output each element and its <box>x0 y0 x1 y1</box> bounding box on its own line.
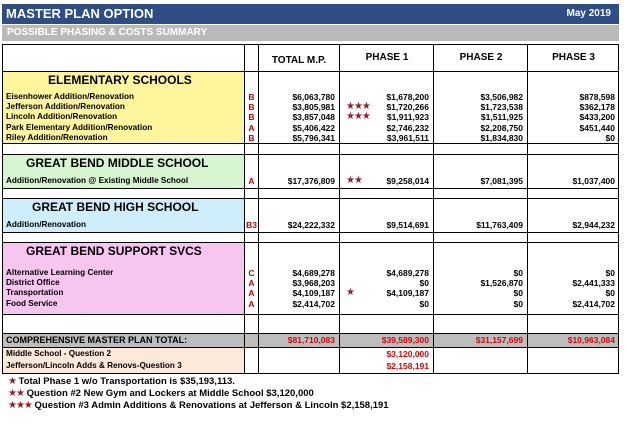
row-total: $4,689,278 <box>292 268 335 278</box>
row-phase2: $1,723,538 <box>480 102 523 112</box>
row-code: A <box>248 123 255 133</box>
row-total: $5,796,341 <box>292 133 335 143</box>
row-label: Jefferson Addition/Renovation <box>6 102 125 111</box>
col-phase3-header: PHASE 3 <box>552 52 595 63</box>
row-code: A <box>248 288 255 298</box>
footnotes <box>8 376 389 412</box>
row-phase2: $1,834,830 <box>480 133 523 143</box>
row-label: Food Service <box>6 299 58 308</box>
totals-phase1: $39,589,300 <box>381 335 429 345</box>
date-label: May 2019 <box>566 8 611 19</box>
title-bar <box>2 4 619 24</box>
row-phase1: $4,109,187 <box>386 288 429 298</box>
two-star-icon: ★★ <box>8 388 24 399</box>
question-3-label: Jefferson/Lincoln Adds & Renovs-Question 3 <box>6 361 182 370</box>
row-phase3: $2,944,232 <box>572 220 615 230</box>
row-code: B <box>248 133 255 143</box>
row-label: Addition/Renovation @ Existing Middle School <box>6 176 189 185</box>
row-phase3: $451,440 <box>579 123 615 133</box>
question-2-label: Middle School - Question 2 <box>6 349 112 358</box>
three-star-icon: ★★★ <box>8 400 32 411</box>
row-code: A <box>248 299 255 309</box>
row-code: B <box>248 102 255 112</box>
row-label: Addition/Renovation <box>6 220 87 229</box>
row-phase3: $2,441,333 <box>572 278 615 288</box>
star-icon: ★★★ <box>346 101 370 112</box>
row-phase1: $9,258,014 <box>386 176 429 186</box>
row-phase1: $0 <box>419 278 429 288</box>
row-phase3: $433,200 <box>579 112 615 122</box>
row-total: $3,857,048 <box>292 112 335 122</box>
row-phase2: $0 <box>513 268 523 278</box>
star-icon: ★★ <box>346 175 362 186</box>
col-phase2-header: PHASE 2 <box>459 52 503 63</box>
row-total: $3,968,203 <box>292 278 335 288</box>
totals-label: COMPREHENSIVE MASTER PLAN TOTAL: <box>6 335 188 345</box>
row-label: Park Elementary Addition/Renovation <box>6 123 153 132</box>
section-support: GREAT BEND SUPPORT SVCS <box>26 244 202 258</box>
row-phase1: $4,689,278 <box>386 268 429 278</box>
row-code: B <box>248 112 255 122</box>
star-icon: ★ <box>346 287 354 298</box>
row-phase3: $0 <box>605 268 615 278</box>
row-phase2: $2,208,750 <box>480 123 523 133</box>
row-total: $5,406,422 <box>292 123 335 133</box>
row-label: Eisenhower Addition/Renovation <box>6 92 134 101</box>
row-total: $4,109,187 <box>292 288 335 298</box>
row-phase1: $1,720,266 <box>386 102 429 112</box>
row-phase1: $1,911,923 <box>386 112 429 122</box>
question-2-phase1: $3,120,000 <box>386 349 429 359</box>
row-label: Alternative Learning Center <box>6 268 114 277</box>
row-label: Lincoln Addition/Renovation <box>6 112 118 121</box>
row-total: $6,063,780 <box>292 92 335 102</box>
row-phase2: $1,526,870 <box>480 278 523 288</box>
row-phase2: $11,763,409 <box>476 220 523 230</box>
totals-phase2: $31,157,699 <box>475 335 523 345</box>
cost-table <box>2 44 619 373</box>
row-code: A <box>248 176 255 186</box>
page-subtitle: POSSIBLE PHASING & COSTS SUMMARY <box>7 27 208 38</box>
row-phase2: $0 <box>513 288 523 298</box>
row-phase3: $2,414,702 <box>572 299 615 309</box>
row-phase1: $1,678,200 <box>386 92 429 102</box>
row-phase1: $2,746,232 <box>386 123 429 133</box>
row-phase1: $9,514,691 <box>386 220 429 230</box>
row-label: District Office <box>6 278 60 287</box>
footnote-3: ★★★ Question #3 Admin Additions & Renovations at Jefferson & Lincoln $2,158,191 <box>8 400 389 411</box>
row-total: $3,805,981 <box>292 102 335 112</box>
one-star-icon: ★ <box>8 376 16 387</box>
totals-total: $81,710,083 <box>287 335 335 345</box>
section-middle: GREAT BEND MIDDLE SCHOOL <box>26 156 209 170</box>
row-phase3: $362,178 <box>579 102 615 112</box>
section-high: GREAT BEND HIGH SCHOOL <box>32 200 199 214</box>
section-elementary: ELEMENTARY SCHOOLS <box>48 73 192 87</box>
row-code: A <box>248 278 255 288</box>
row-label: Transportation <box>6 288 64 297</box>
row-code: C <box>248 268 255 278</box>
footnote-1: ★ Total Phase 1 w/o Transportation is $35,193,113. <box>8 376 235 387</box>
row-phase2: $3,506,982 <box>480 92 523 102</box>
col-total-header: TOTAL M.P. <box>271 55 327 66</box>
row-label: Riley Addition/Renovation <box>6 133 108 142</box>
row-phase3: $878,598 <box>579 92 615 102</box>
row-phase3: $0 <box>605 133 615 143</box>
row-code: B <box>248 92 255 102</box>
footnote-2: ★★ Question #2 New Gym and Lockers at Middle School $3,120,000 <box>8 388 314 399</box>
totals-phase3: $10,963,084 <box>567 335 615 345</box>
row-phase1: $3,961,511 <box>386 133 429 143</box>
col-phase1-header: PHASE 1 <box>365 52 409 63</box>
row-total: $17,376,809 <box>287 176 335 186</box>
row-total: $2,414,702 <box>292 299 335 309</box>
row-code: B3 <box>246 220 257 230</box>
page-title: MASTER PLAN OPTION <box>6 6 154 21</box>
star-icon: ★★★ <box>346 111 370 122</box>
row-phase1: $0 <box>419 299 429 309</box>
row-phase2: $1,511,925 <box>480 112 523 122</box>
row-phase3: $1,037,400 <box>572 176 615 186</box>
subtitle-bar <box>2 25 619 41</box>
row-total: $24,222,332 <box>287 220 335 230</box>
row-phase3: $0 <box>605 288 615 298</box>
row-phase2: $7,081,395 <box>480 176 523 186</box>
question-3-phase1: $2,158,191 <box>386 361 429 371</box>
row-phase2: $0 <box>513 299 523 309</box>
